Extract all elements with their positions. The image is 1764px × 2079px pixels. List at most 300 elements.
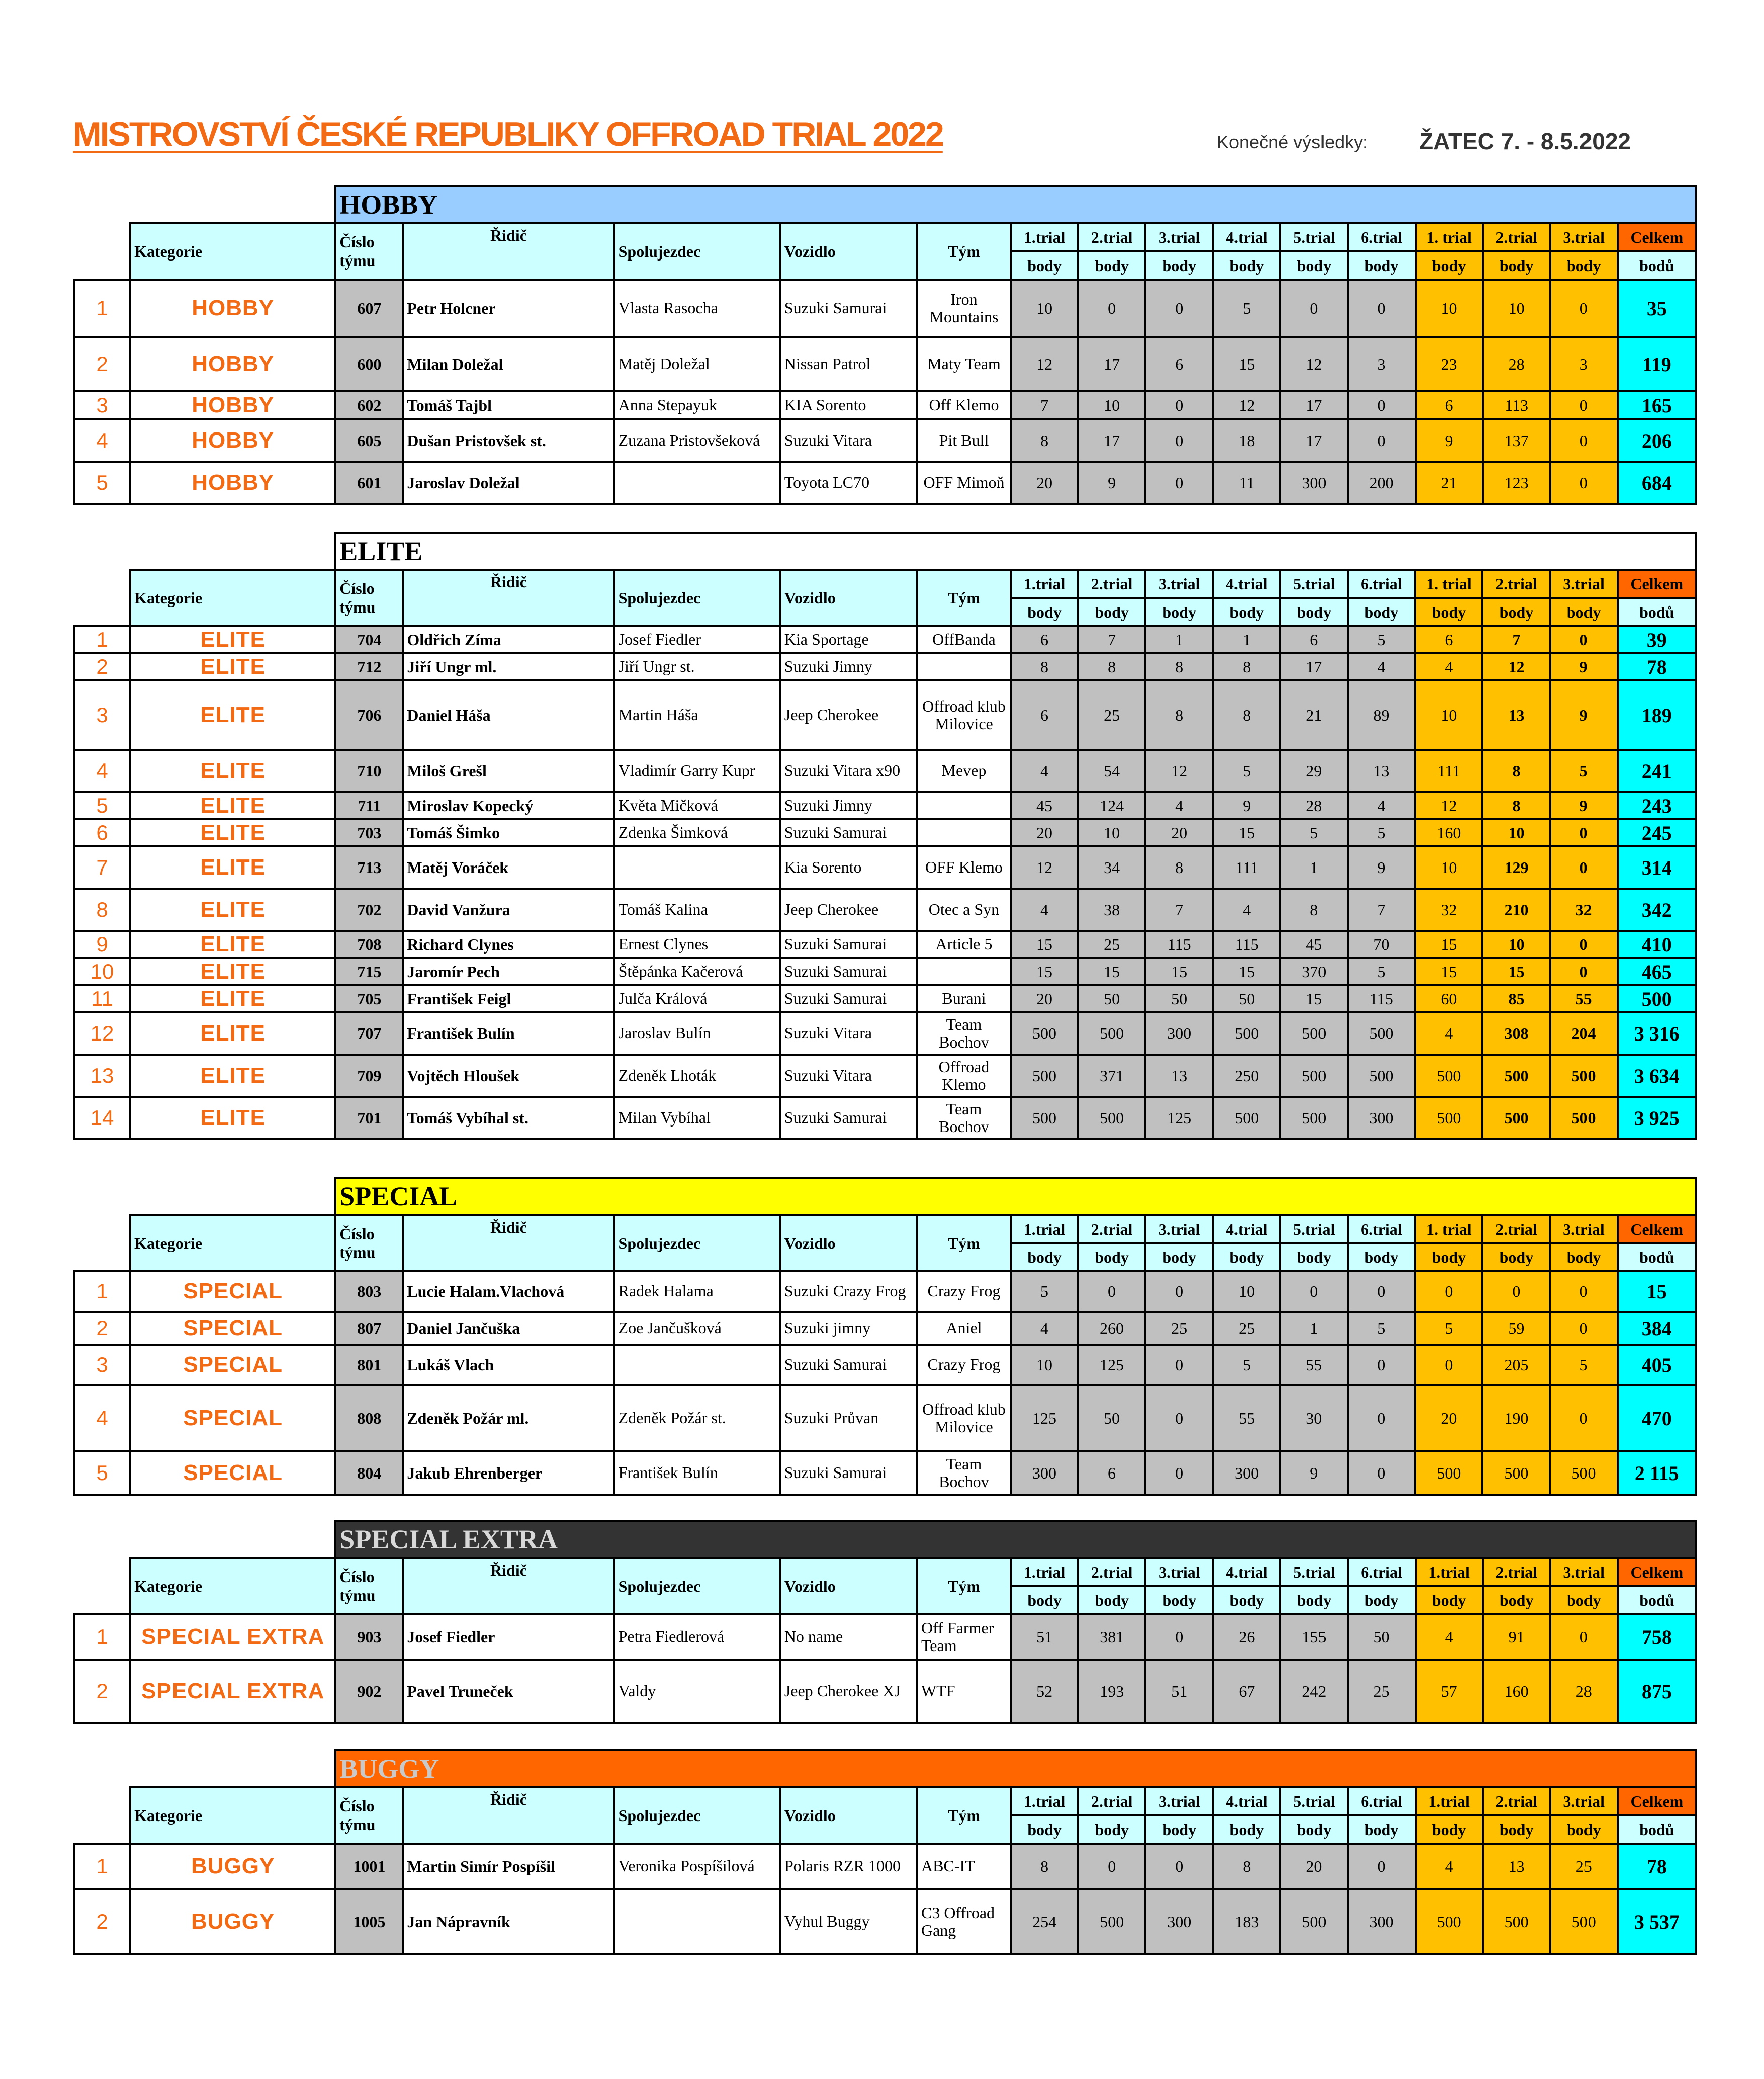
rank-cell: 2 (74, 1889, 130, 1954)
final-trial-score-cell: 0 (1550, 462, 1618, 504)
final-trial-score-cell: 55 (1550, 985, 1618, 1012)
trial-score-cell: 1 (1145, 626, 1213, 653)
final-trial-score-cell: 9 (1416, 419, 1483, 462)
header-bodu: bodů (1618, 1243, 1696, 1271)
total-points-cell: 384 (1618, 1312, 1696, 1345)
final-trial-score-cell: 20 (1415, 1385, 1482, 1451)
co-driver-cell: Julča Králová (614, 985, 780, 1012)
table-row (74, 819, 1696, 846)
vehicle-cell: Suzuki Samurai (780, 931, 917, 958)
blank-cell (74, 186, 335, 223)
blank-cell (74, 223, 130, 280)
table-row (74, 653, 1696, 680)
trial-score-cell: 0 (1145, 1385, 1213, 1451)
header-body: body (1078, 1243, 1145, 1271)
header-body: body (1348, 1586, 1415, 1614)
header-celkem: Celkem (1618, 223, 1696, 251)
header-body: body (1348, 251, 1415, 280)
co-driver-cell: Milan Vybíhal (614, 1097, 780, 1139)
team-number-cell: 601 (335, 462, 403, 504)
header-trial: 4.trial (1213, 1787, 1280, 1815)
total-points-cell: 3 316 (1618, 1012, 1696, 1055)
trial-score-cell: 0 (1145, 462, 1213, 504)
vehicle-cell: Suzuki Crazy Frog (780, 1271, 917, 1312)
rank-cell: 10 (74, 958, 130, 985)
table-row (74, 1271, 1696, 1312)
header-kategorie: Kategorie (130, 570, 335, 626)
trial-score-cell: 125 (1145, 1097, 1213, 1139)
header-trial: 3.trial (1145, 1787, 1213, 1815)
final-trial-score-cell: 500 (1482, 1097, 1550, 1139)
trial-score-cell: 20 (1011, 462, 1078, 504)
blank-cell (74, 1750, 335, 1787)
final-trial-score-cell: 0 (1415, 1345, 1482, 1385)
trial-score-cell: 0 (1280, 1271, 1348, 1312)
final-trial-score-cell: 4 (1415, 653, 1482, 680)
trial-score-cell: 8 (1280, 889, 1348, 931)
category-cell: HOBBY (130, 337, 335, 391)
trial-score-cell: 21 (1280, 680, 1348, 750)
trial-score-cell: 300 (1145, 1012, 1213, 1055)
header-body: body (1213, 1815, 1280, 1844)
header-body: body (1145, 598, 1213, 626)
team-name-cell: Mevep (917, 750, 1011, 792)
final-trial-score-cell: 0 (1415, 1271, 1482, 1312)
header-tym: Tým (917, 1787, 1011, 1844)
header-body: body (1416, 251, 1483, 280)
total-points-cell: 405 (1618, 1345, 1696, 1385)
table-row (74, 626, 1696, 653)
total-points-cell: 500 (1618, 985, 1696, 1012)
driver-cell: Jiří Ungr ml. (403, 653, 614, 680)
trial-score-cell: 25 (1078, 931, 1145, 958)
header-body: body (1145, 1243, 1213, 1271)
header-cislo-tymu: Číslo týmu (335, 223, 403, 280)
trial-score-cell: 155 (1280, 1614, 1348, 1660)
driver-cell: Richard Clynes (403, 931, 614, 958)
trial-score-cell: 26 (1213, 1614, 1280, 1660)
header-celkem: Celkem (1618, 1787, 1696, 1815)
total-points-cell: 189 (1618, 680, 1696, 750)
trial-score-cell: 50 (1348, 1614, 1415, 1660)
trial-score-cell: 500 (1078, 1097, 1145, 1139)
header-trial: 3.trial (1550, 570, 1618, 598)
driver-cell: Pavel Truneček (403, 1660, 614, 1723)
team-name-cell: Maty Team (917, 337, 1011, 391)
driver-cell: Zdeněk Požár ml. (403, 1385, 614, 1451)
final-trial-score-cell: 0 (1482, 1271, 1550, 1312)
team-name-cell: ABC-IT (917, 1844, 1011, 1889)
trial-score-cell: 1 (1280, 1312, 1348, 1345)
category-cell: BUGGY (130, 1844, 335, 1889)
trial-score-cell: 300 (1145, 1889, 1213, 1954)
co-driver-cell (614, 1345, 780, 1385)
trial-score-cell: 12 (1011, 846, 1078, 889)
final-trial-score-cell: 500 (1550, 1451, 1617, 1495)
results-label: Konečné výsledky: (1217, 132, 1368, 152)
trial-score-cell: 29 (1280, 750, 1348, 792)
team-name-cell (917, 792, 1011, 819)
co-driver-cell: Veronika Pospíšilová (614, 1844, 780, 1889)
trial-score-cell: 8 (1078, 653, 1145, 680)
final-trial-score-cell: 500 (1416, 1889, 1483, 1954)
final-trial-score-cell: 59 (1482, 1312, 1550, 1345)
total-points-cell: 39 (1618, 626, 1696, 653)
trial-score-cell: 0 (1348, 1451, 1415, 1495)
final-trial-score-cell: 0 (1550, 931, 1618, 958)
final-trial-score-cell: 4 (1416, 1844, 1483, 1889)
blank-cell (74, 533, 335, 570)
trial-score-cell: 15 (1011, 958, 1078, 985)
rank-cell: 1 (74, 1614, 130, 1660)
table-row (74, 889, 1696, 931)
vehicle-cell: Suzuki Samurai (780, 1097, 917, 1139)
team-name-cell (917, 958, 1011, 985)
team-number-cell: 711 (335, 792, 403, 819)
team-name-cell: Crazy Frog (917, 1271, 1011, 1312)
team-name-cell: OFF Klemo (917, 846, 1011, 889)
team-number-cell: 801 (335, 1345, 403, 1385)
table-row (74, 931, 1696, 958)
final-trial-score-cell: 23 (1416, 337, 1483, 391)
category-cell: SPECIAL EXTRA (130, 1614, 335, 1660)
trial-score-cell: 51 (1145, 1660, 1213, 1723)
results-table (73, 185, 1697, 505)
total-points-cell: 342 (1618, 889, 1696, 931)
category-cell: ELITE (130, 626, 335, 653)
trial-score-cell: 15 (1078, 958, 1145, 985)
trial-score-cell: 55 (1213, 1385, 1280, 1451)
header-spolujezdec: Spolujezdec (614, 570, 780, 626)
vehicle-cell: Suzuki Vitara (780, 419, 917, 462)
trial-score-cell: 7 (1078, 626, 1145, 653)
vehicle-cell: Suzuki Samurai (780, 280, 917, 337)
rank-cell: 2 (74, 653, 130, 680)
header-ridic: Řidič (403, 1215, 614, 1271)
rank-cell: 1 (74, 626, 130, 653)
vehicle-cell: Suzuki Samurai (780, 985, 917, 1012)
co-driver-cell: Zoe Jančušková (614, 1312, 780, 1345)
trial-score-cell: 25 (1078, 680, 1145, 750)
team-name-cell: Team Bochov (917, 1451, 1011, 1495)
trial-score-cell: 18 (1213, 419, 1280, 462)
team-name-cell: Crazy Frog (917, 1345, 1011, 1385)
driver-cell: Daniel Háša (403, 680, 614, 750)
trial-score-cell: 15 (1280, 985, 1348, 1012)
trial-score-cell: 8 (1145, 680, 1213, 750)
total-points-cell: 245 (1618, 819, 1696, 846)
category-cell: ELITE (130, 1012, 335, 1055)
category-cell: ELITE (130, 792, 335, 819)
driver-cell: Miloš Grešl (403, 750, 614, 792)
driver-cell: Lucie Halam.Vlachová (403, 1271, 614, 1312)
trial-score-cell: 0 (1348, 1844, 1415, 1889)
final-trial-score-cell: 113 (1483, 391, 1550, 419)
header-trial: 2.trial (1483, 223, 1550, 251)
table-row (74, 846, 1696, 889)
trial-score-cell: 15 (1145, 958, 1213, 985)
trial-score-cell: 7 (1348, 889, 1415, 931)
trial-score-cell: 38 (1078, 889, 1145, 931)
category-cell: ELITE (130, 1097, 335, 1139)
vehicle-cell: Suzuki Samurai (780, 819, 917, 846)
header-tym: Tým (917, 223, 1011, 280)
total-points-cell: 119 (1618, 337, 1696, 391)
header-body: body (1280, 251, 1348, 280)
header-kategorie: Kategorie (130, 1215, 335, 1271)
blank-cell (74, 1558, 130, 1614)
trial-score-cell: 6 (1280, 626, 1348, 653)
header-trial: 4.trial (1213, 1558, 1280, 1586)
final-trial-score-cell: 500 (1550, 1889, 1618, 1954)
vehicle-cell: Polaris RZR 1000 (780, 1844, 917, 1889)
header-bodu: bodů (1618, 1815, 1696, 1844)
header-vozidlo: Vozidlo (780, 223, 917, 280)
co-driver-cell: Štěpánka Kačerová (614, 958, 780, 985)
trial-score-cell: 17 (1280, 653, 1348, 680)
trial-score-cell: 250 (1213, 1055, 1280, 1097)
header-body: body (1011, 1586, 1078, 1614)
trial-score-cell: 115 (1145, 931, 1213, 958)
header-trial: 6.trial (1348, 570, 1415, 598)
total-points-cell: 15 (1618, 1271, 1696, 1312)
header-trial: 3.trial (1550, 1215, 1617, 1243)
team-number-cell: 602 (335, 391, 403, 419)
trial-score-cell: 0 (1280, 280, 1348, 337)
co-driver-cell: Jiří Ungr st. (614, 653, 780, 680)
header-tym: Tým (917, 1558, 1011, 1614)
team-number-cell: 1001 (335, 1844, 403, 1889)
team-number-cell: 704 (335, 626, 403, 653)
header-ridic: Řidič (403, 223, 614, 280)
team-number-cell: 701 (335, 1097, 403, 1139)
trial-score-cell: 25 (1145, 1312, 1213, 1345)
header-trial: 1.trial (1416, 1558, 1483, 1586)
table-row (74, 792, 1696, 819)
blank-cell (74, 1215, 130, 1271)
results-table (73, 1177, 1697, 1496)
header-body: body (1078, 598, 1145, 626)
total-points-cell: 3 925 (1618, 1097, 1696, 1139)
header-body: body (1011, 598, 1078, 626)
trial-score-cell: 20 (1011, 819, 1078, 846)
final-trial-score-cell: 12 (1415, 792, 1482, 819)
team-name-cell: Off Klemo (917, 391, 1011, 419)
trial-score-cell: 20 (1280, 1844, 1348, 1889)
co-driver-cell: Zuzana Pristovšeková (614, 419, 780, 462)
category-title: ELITE (335, 533, 1696, 570)
header-trial: 1.trial (1011, 570, 1078, 598)
blank-cell (74, 1787, 130, 1844)
header-body: body (1550, 1586, 1618, 1614)
header-ridic: Řidič (403, 1558, 614, 1614)
trial-score-cell: 0 (1348, 1345, 1415, 1385)
team-name-cell: Team Bochov (917, 1097, 1011, 1139)
trial-score-cell: 0 (1348, 391, 1415, 419)
trial-score-cell: 5 (1213, 280, 1280, 337)
header-trial: 1. trial (1415, 570, 1482, 598)
trial-score-cell: 5 (1348, 1312, 1415, 1345)
final-trial-score-cell: 13 (1482, 680, 1550, 750)
final-trial-score-cell: 57 (1416, 1660, 1483, 1723)
category-title: HOBBY (335, 186, 1696, 223)
trial-score-cell: 4 (1011, 1312, 1078, 1345)
header-body: body (1213, 1586, 1280, 1614)
trial-score-cell: 115 (1348, 985, 1415, 1012)
co-driver-cell: Vlasta Rasocha (614, 280, 780, 337)
driver-cell: Milan Doležal (403, 337, 614, 391)
vehicle-cell: Suzuki Samurai (780, 1451, 917, 1495)
trial-score-cell: 9 (1348, 846, 1415, 889)
trial-score-cell: 0 (1145, 1614, 1213, 1660)
team-name-cell: Offroad Klemo (917, 1055, 1011, 1097)
vehicle-cell: Suzuki jimny (780, 1312, 917, 1345)
trial-score-cell: 0 (1348, 419, 1415, 462)
table-row (74, 280, 1696, 337)
trial-score-cell: 500 (1348, 1055, 1415, 1097)
final-trial-score-cell: 15 (1415, 958, 1482, 985)
table-row (74, 958, 1696, 985)
rank-cell: 5 (74, 1451, 130, 1495)
header-body: body (1011, 251, 1078, 280)
trial-score-cell: 8 (1011, 1844, 1078, 1889)
header-row (74, 570, 1696, 598)
category-cell: SPECIAL (130, 1385, 335, 1451)
table-row (74, 1097, 1696, 1139)
final-trial-score-cell: 91 (1483, 1614, 1550, 1660)
final-trial-score-cell: 0 (1550, 819, 1618, 846)
header-body: body (1348, 1243, 1415, 1271)
trial-score-cell: 0 (1145, 280, 1213, 337)
co-driver-cell: Valdy (614, 1660, 780, 1723)
trial-score-cell: 17 (1280, 419, 1348, 462)
vehicle-cell: Vyhul Buggy (780, 1889, 917, 1954)
trial-score-cell: 51 (1011, 1614, 1078, 1660)
trial-score-cell: 200 (1348, 462, 1415, 504)
total-points-cell: 78 (1618, 1844, 1696, 1889)
trial-score-cell: 11 (1213, 462, 1280, 504)
trial-score-cell: 20 (1011, 985, 1078, 1012)
header-trial: 1.trial (1011, 1558, 1078, 1586)
header-trial: 4.trial (1213, 1215, 1280, 1243)
final-trial-score-cell: 10 (1415, 846, 1482, 889)
vehicle-cell: Suzuki Vitara (780, 1012, 917, 1055)
trial-score-cell: 4 (1348, 792, 1415, 819)
trial-score-cell: 50 (1145, 985, 1213, 1012)
driver-cell: Dušan Pristovšek st. (403, 419, 614, 462)
trial-score-cell: 8 (1213, 653, 1280, 680)
section-special (73, 1177, 1697, 1496)
team-number-cell: 605 (335, 419, 403, 462)
header-cislo-tymu: Číslo týmu (335, 1558, 403, 1614)
final-trial-score-cell: 111 (1415, 750, 1482, 792)
table-row (74, 1312, 1696, 1345)
driver-cell: Martin Simír Pospíšil (403, 1844, 614, 1889)
header-bodu: bodů (1618, 1586, 1696, 1614)
header-vozidlo: Vozidlo (780, 570, 917, 626)
final-trial-score-cell: 8 (1482, 792, 1550, 819)
header-trial: 2.trial (1078, 1787, 1145, 1815)
driver-cell: Petr Holcner (403, 280, 614, 337)
trial-score-cell: 0 (1078, 1844, 1145, 1889)
team-number-cell: 808 (335, 1385, 403, 1451)
trial-score-cell: 5 (1280, 819, 1348, 846)
total-points-cell: 758 (1618, 1614, 1696, 1660)
final-trial-score-cell: 160 (1483, 1660, 1550, 1723)
trial-score-cell: 0 (1145, 1345, 1213, 1385)
final-trial-score-cell: 0 (1550, 626, 1618, 653)
final-trial-score-cell: 0 (1550, 1271, 1617, 1312)
trial-score-cell: 12 (1145, 750, 1213, 792)
team-number-cell: 707 (335, 1012, 403, 1055)
final-trial-score-cell: 7 (1482, 626, 1550, 653)
rank-cell: 14 (74, 1097, 130, 1139)
header-body: body (1213, 598, 1280, 626)
header-body: body (1415, 1243, 1482, 1271)
trial-score-cell: 9 (1213, 792, 1280, 819)
team-name-cell: Off Farmer Team (917, 1614, 1011, 1660)
vehicle-cell: Suzuki Průvan (780, 1385, 917, 1451)
rank-cell: 2 (74, 1312, 130, 1345)
header-trial: 3.trial (1145, 1215, 1213, 1243)
vehicle-cell: Suzuki Samurai (780, 1345, 917, 1385)
total-points-cell: 684 (1618, 462, 1696, 504)
table-row (74, 337, 1696, 391)
category-cell: HOBBY (130, 419, 335, 462)
trial-score-cell: 55 (1280, 1345, 1348, 1385)
category-title-row (74, 1178, 1696, 1215)
final-trial-score-cell: 129 (1482, 846, 1550, 889)
team-name-cell (917, 819, 1011, 846)
final-trial-score-cell: 500 (1415, 1055, 1482, 1097)
header-body: body (1550, 1243, 1617, 1271)
section-elite (73, 532, 1697, 1140)
team-number-cell: 708 (335, 931, 403, 958)
trial-score-cell: 5 (1348, 819, 1415, 846)
trial-score-cell: 70 (1348, 931, 1415, 958)
trial-score-cell: 0 (1145, 1271, 1213, 1312)
final-trial-score-cell: 500 (1550, 1055, 1618, 1097)
header-body: body (1145, 1815, 1213, 1844)
header-trial: 2.trial (1482, 1215, 1550, 1243)
category-cell: ELITE (130, 653, 335, 680)
header-trial: 3.trial (1550, 1558, 1618, 1586)
section-special-extra (73, 1520, 1697, 1724)
category-cell: ELITE (130, 750, 335, 792)
final-trial-score-cell: 137 (1483, 419, 1550, 462)
category-cell: SPECIAL (130, 1451, 335, 1495)
header-cislo-tymu: Číslo týmu (335, 1787, 403, 1844)
trial-score-cell: 0 (1145, 419, 1213, 462)
category-cell: ELITE (130, 680, 335, 750)
total-points-cell: 78 (1618, 653, 1696, 680)
category-cell: ELITE (130, 819, 335, 846)
header-trial: 5.trial (1280, 1558, 1348, 1586)
trial-score-cell: 500 (1011, 1097, 1078, 1139)
rank-cell: 4 (74, 1385, 130, 1451)
final-trial-score-cell: 210 (1482, 889, 1550, 931)
trial-score-cell: 25 (1348, 1660, 1415, 1723)
rank-cell: 4 (74, 419, 130, 462)
final-trial-score-cell: 0 (1550, 846, 1618, 889)
rank-cell: 1 (74, 280, 130, 337)
trial-score-cell: 6 (1011, 626, 1078, 653)
trial-score-cell: 8 (1213, 1844, 1280, 1889)
trial-score-cell: 50 (1078, 1385, 1145, 1451)
total-points-cell: 243 (1618, 792, 1696, 819)
rank-cell: 3 (74, 391, 130, 419)
header-body: body (1483, 1815, 1550, 1844)
